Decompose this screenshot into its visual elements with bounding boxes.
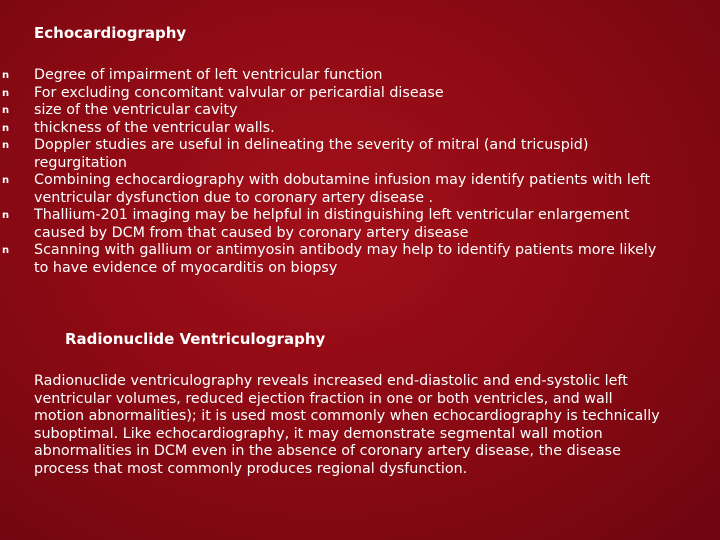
bullet-text: Doppler studies are useful in delineating the severity of mitral (and tricuspid) regurgitation — [34, 137, 589, 171]
bullet-marker-icon: n — [2, 140, 10, 151]
bullet-item — [0, 67, 720, 85]
body-paragraph: Radionuclide ventriculography reveals increased end-diastolic and end-systolic left ventricular volumes, reduced ejection fraction in one or both ventricles, and wall motion abnormalities); it is used most commonly when echocardiography is technically suboptimal. Like echocardiography, it may demonstrate segmental wall motion abnormalities in DCM even in the absence of coronary artery disease, the disease process that most commonly produces regional dysfunction. — [34, 373, 660, 477]
bullet-marker-icon: n — [2, 122, 10, 134]
section-heading-radionuclide: Radionuclide Ventriculography — [65, 330, 326, 348]
bullet-text: Thallium-201 imaging may be helpful in distinguishing left ventricular enlargement caused by DCM from that caused by coronary artery disease — [34, 207, 630, 241]
bullet-list — [0, 67, 720, 277]
bullet-marker-icon: n — [2, 70, 10, 81]
bullet-marker-icon: n — [2, 105, 10, 116]
bullet-marker-icon: n — [2, 87, 10, 99]
section-heading-echocardiography: Echocardiography — [34, 24, 187, 42]
bullet-text: Combining echocardiography with dobutamine infusion may identify patients with left ventricular dysfunction due to coronary artery disease . — [34, 172, 651, 206]
bullet-item — [0, 137, 720, 172]
bullet-marker-icon: n — [2, 245, 10, 256]
bullet-item — [0, 120, 720, 138]
bullet-text: Scanning with gallium or antimyosin antibody may help to identify patients more likely to have evidence of myocarditis on biopsy — [34, 242, 657, 276]
bullet-text: thickness of the ventricular walls. — [34, 119, 275, 136]
bullet-item — [0, 242, 720, 277]
bullet-marker-icon: n — [2, 210, 10, 221]
bullet-text: size of the ventricular cavity — [34, 102, 238, 118]
bullet-text: Degree of impairment of left ventricular function — [34, 67, 383, 83]
bullet-item — [0, 102, 720, 120]
bullet-text: For excluding concomitant valvular or pericardial disease — [34, 84, 444, 101]
bullet-marker-icon: n — [2, 175, 10, 186]
bullet-item — [0, 207, 720, 242]
bullet-item — [0, 85, 720, 103]
bullet-item — [0, 172, 720, 207]
